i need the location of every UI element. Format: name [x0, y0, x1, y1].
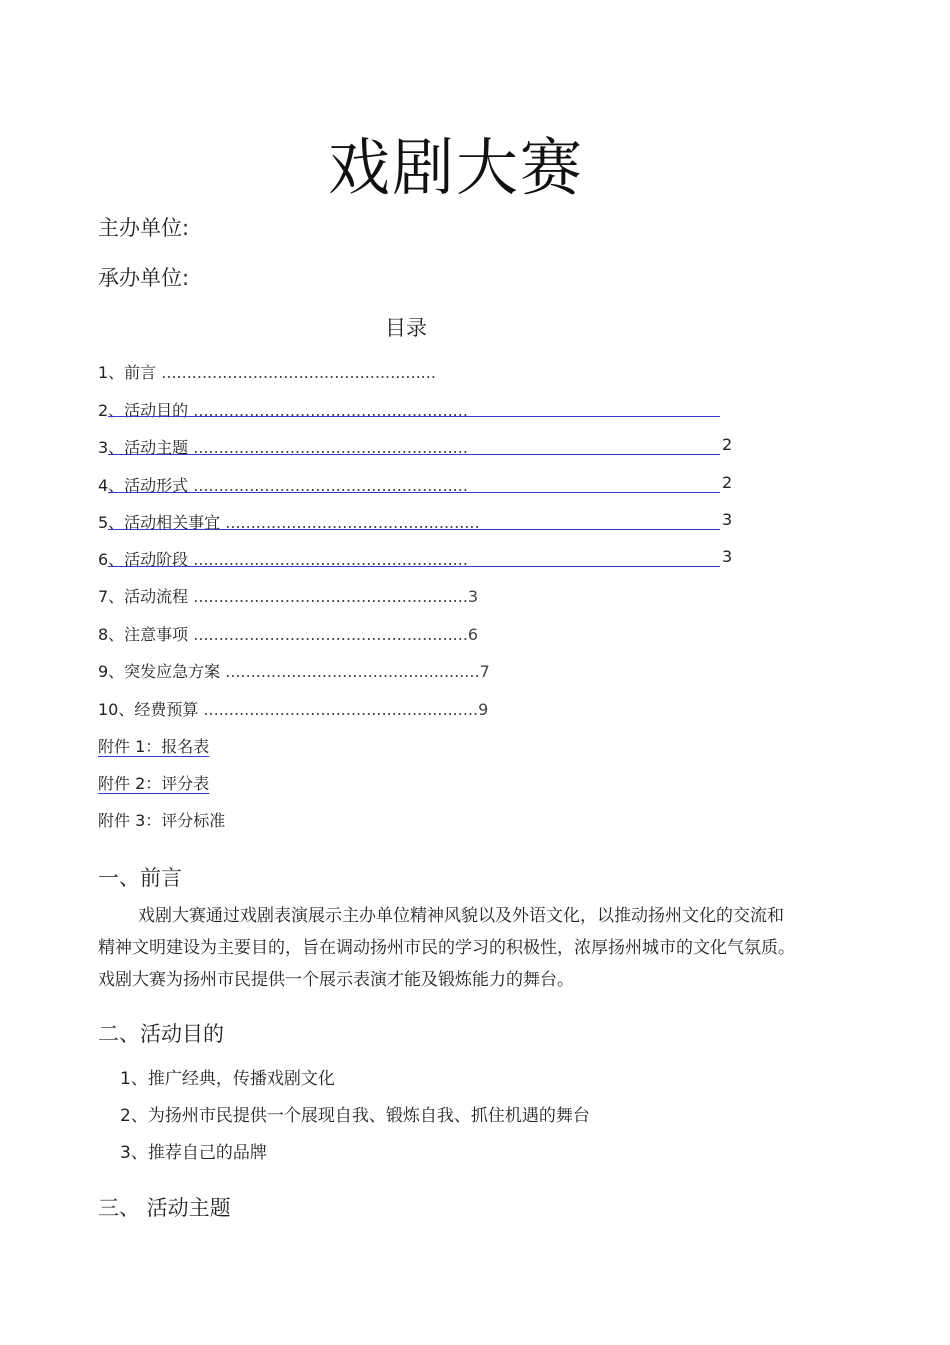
toc-item-leader: ......................................................6	[188, 625, 479, 644]
toc-annex-1[interactable]	[98, 734, 209, 757]
toc-item-leader: ..................................................	[220, 513, 480, 532]
toc-item-leader: ......................................................	[188, 438, 468, 457]
annex-label: 附件 1：报名表	[98, 737, 210, 756]
toc-link-underline	[108, 566, 720, 567]
goal-item: 3、推荐自己的品牌	[120, 1143, 267, 1163]
annex-label: 附件 3：评分标准	[98, 811, 226, 830]
toc-annex-3[interactable]	[98, 808, 225, 831]
toc-item-label: 7、活动流程	[98, 587, 189, 606]
toc-link-underline	[108, 454, 720, 455]
toc-item-label: 3、活动主题	[98, 438, 189, 457]
toc-item-goals[interactable]	[98, 398, 468, 421]
annex-label: 附件 2：评分表	[98, 774, 210, 793]
toc-link-underline	[108, 529, 720, 530]
toc-item-budget[interactable]	[98, 697, 488, 720]
preface-paragraph: 戏剧大赛通过戏剧表演展示主办单位精神风貌以及外语文化，以推动扬州文化的交流和精神文明建设为主要目的，旨在调动扬州市民的学习的积极性，浓厚扬州城市的文化气氛质。戏剧大赛为扬州市民提供一个展示表演才能及锻炼能力的舞台。	[98, 906, 795, 990]
toc-item-label: 4、活动形式	[98, 476, 189, 495]
toc-item-label: 9、突发应急方案	[98, 662, 221, 681]
toc-page-number: 2	[722, 473, 733, 492]
toc-item-label: 6、活动阶段	[98, 550, 189, 569]
toc-item-process[interactable]	[98, 584, 478, 607]
toc-item-label: 2、活动目的	[98, 401, 189, 420]
toc-item-leader: ..................................................7	[220, 662, 490, 681]
toc-item-notes[interactable]	[98, 622, 478, 645]
toc-item-preface[interactable]	[98, 360, 436, 383]
toc-item-label: 10、经费预算	[98, 700, 199, 719]
goal-item: 1、推广经典，传播戏剧文化	[120, 1069, 335, 1089]
toc-link-underline	[108, 492, 720, 493]
toc-item-leader: ......................................................	[188, 550, 468, 569]
toc-item-label: 8、注意事项	[98, 625, 189, 644]
toc-page-number: 3	[722, 547, 733, 566]
section-title-goals: 二、活动目的	[98, 1022, 224, 1046]
organizer-label: 主办单位:	[98, 216, 190, 240]
toc-item-label: 5、活动相关事宜	[98, 513, 221, 532]
toc-page-number: 2	[722, 435, 733, 454]
toc-page-number: 3	[722, 510, 733, 529]
toc-link-underline	[108, 416, 720, 417]
toc-item-label: 1、前言	[98, 363, 157, 382]
section-title-preface: 一、前言	[98, 866, 182, 890]
section-title-theme: 三、 活动主题	[98, 1196, 231, 1220]
toc-item-leader: ......................................................	[188, 401, 468, 420]
document-title: 戏剧大赛	[327, 131, 584, 204]
toc-item-leader: ......................................................9	[198, 700, 489, 719]
co-organizer-label: 承办单位:	[98, 266, 190, 290]
toc-item-leader: ......................................................	[156, 363, 436, 382]
toc-item-leader: ......................................................	[188, 476, 468, 495]
toc-item-leader: ......................................................3	[188, 587, 479, 606]
goal-item: 2、为扬州市民提供一个展现自我、锻炼自我、抓住机遇的舞台	[120, 1106, 590, 1126]
toc-item-emergency[interactable]	[98, 659, 490, 682]
toc-annex-2[interactable]	[98, 771, 209, 794]
toc-heading: 目录	[385, 316, 427, 340]
